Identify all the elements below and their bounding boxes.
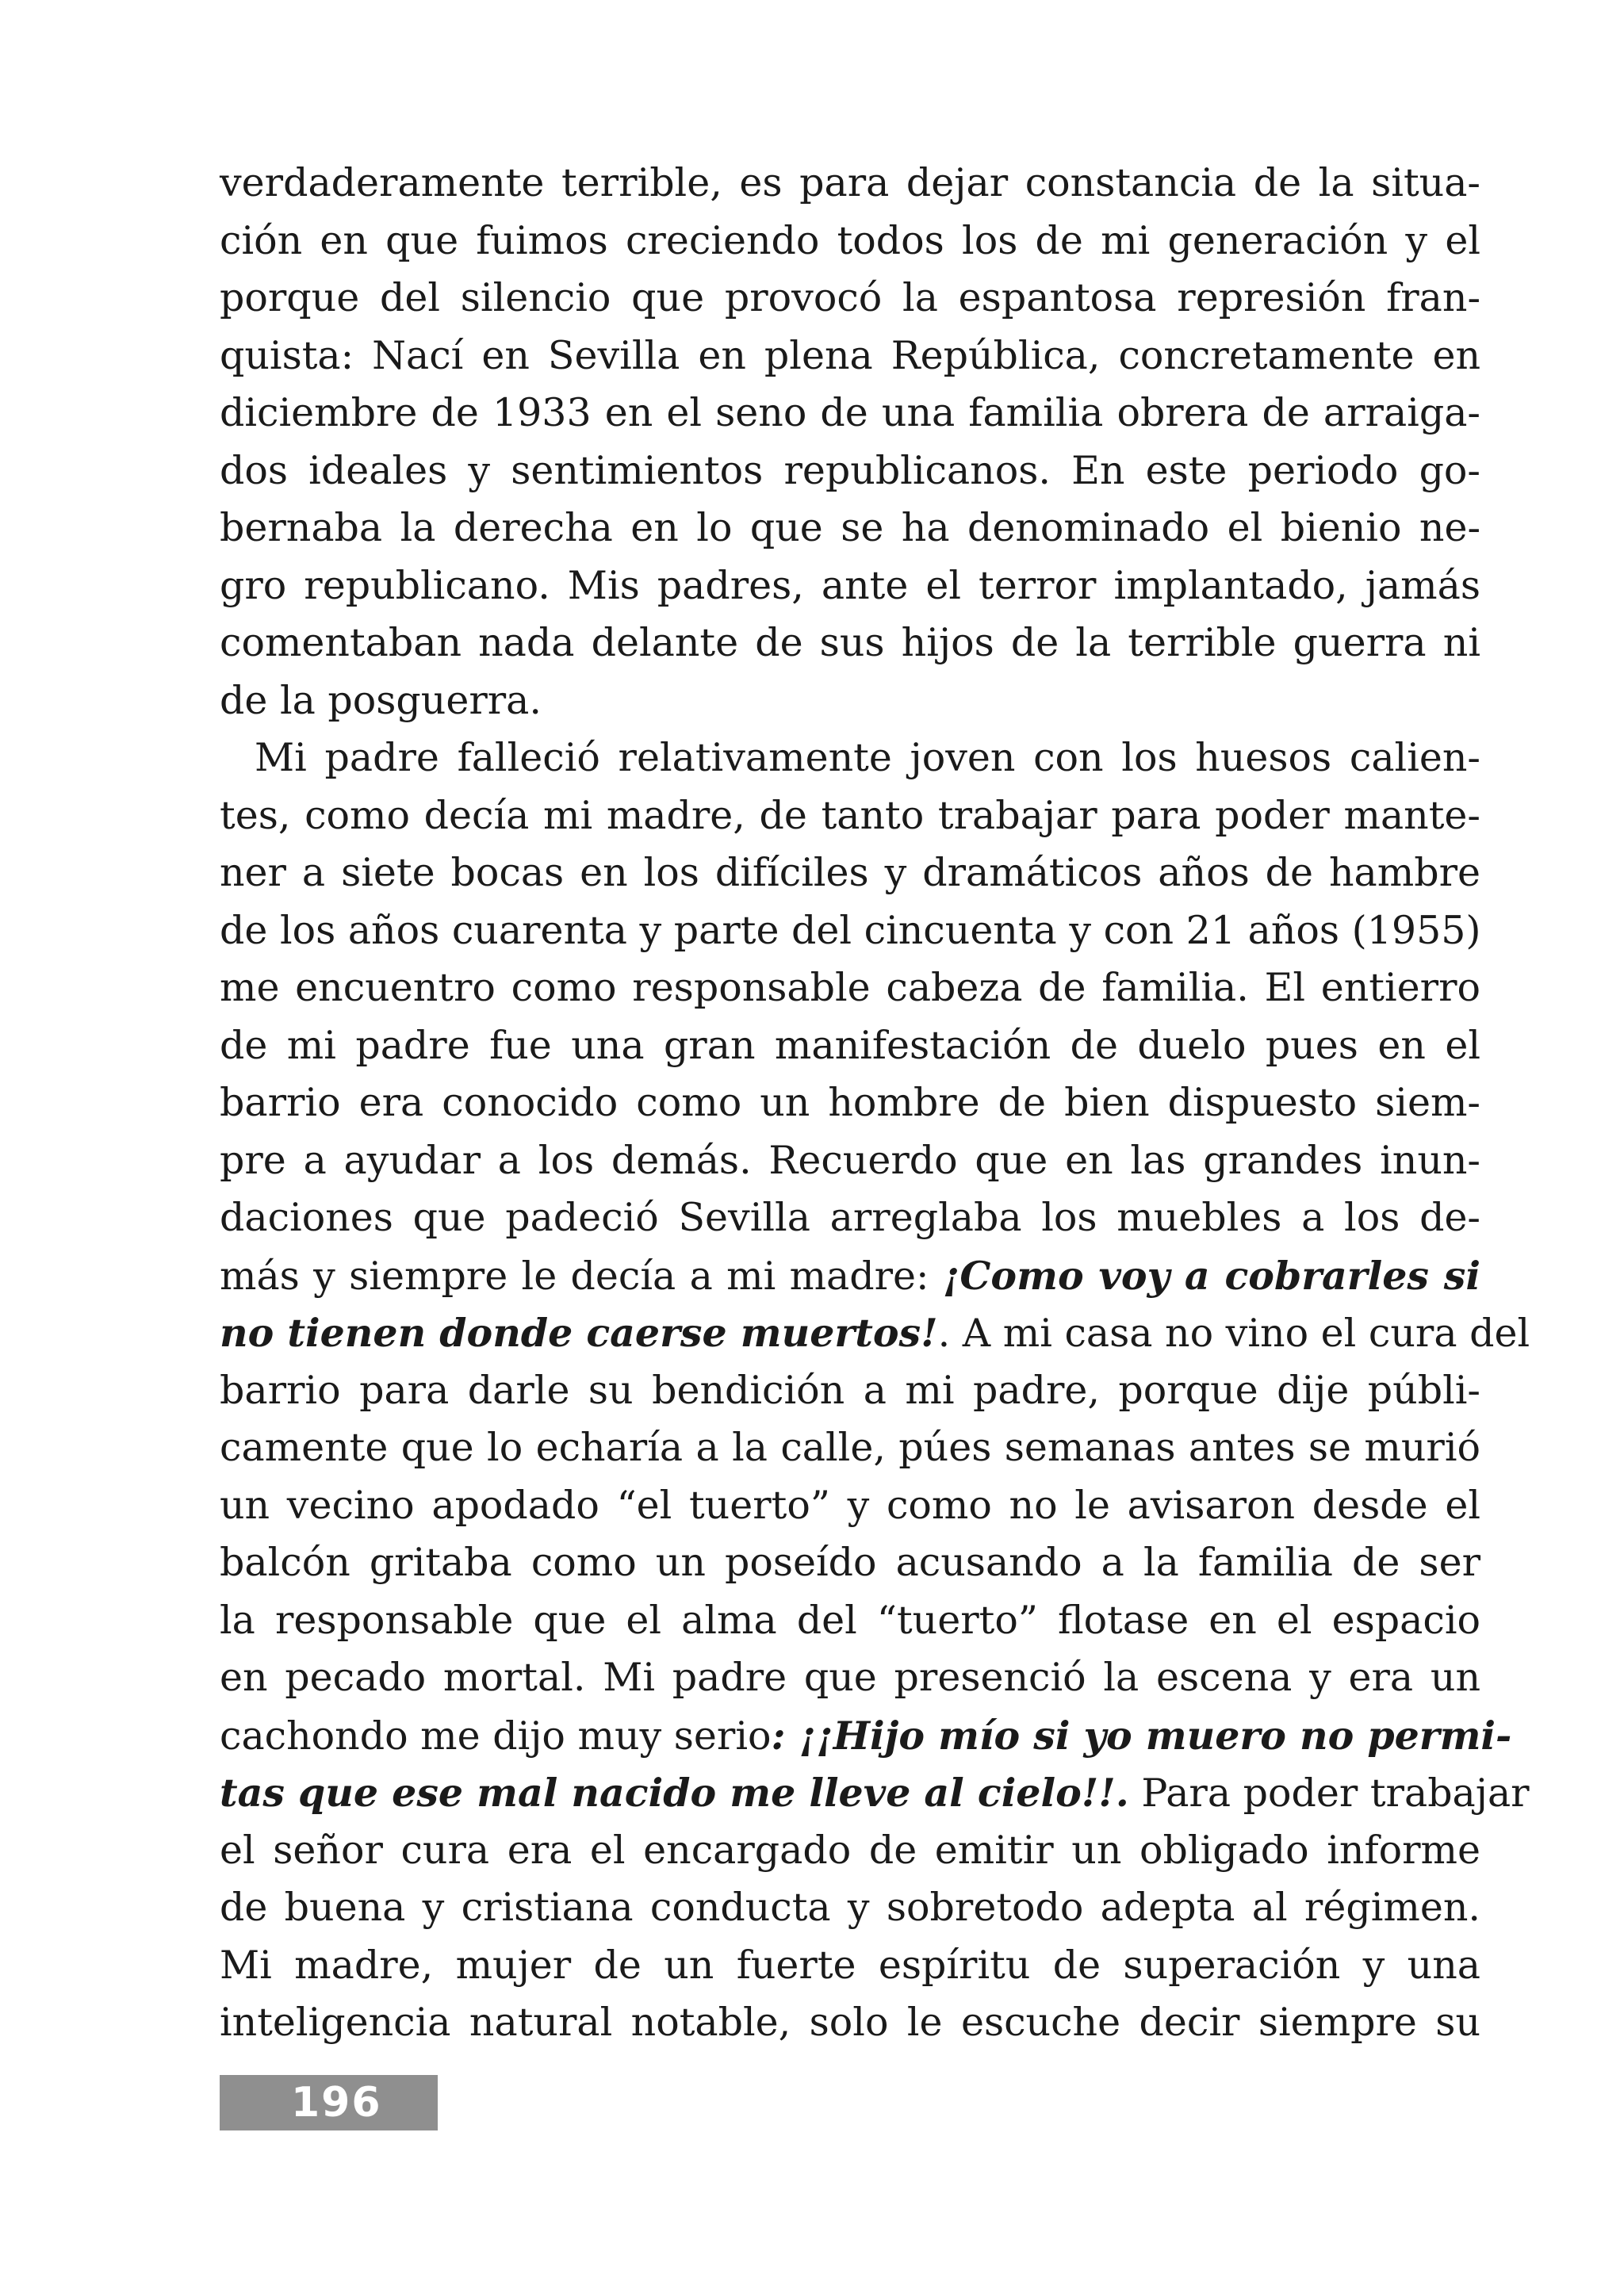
text-line: dos ideales y sentimientos republicanos. En este periodo go-: [220, 447, 1480, 493]
text-run: . A mi casa no vino el cura del: [937, 1311, 1530, 1356]
text-line: barrio era conocido como un hombre de bien dispuesto siem-: [220, 1080, 1480, 1125]
text-line: de la posguerra.: [220, 677, 542, 723]
body-text: [220, 155, 1530, 2052]
text-line: Mi padre falleció relativamente joven con los huesos calien-: [255, 735, 1480, 780]
quote-run: : ¡¡Hijo mío si yo muero no permi-: [771, 1712, 1512, 1759]
text-line: de mi padre fue una gran manifestación de duelo pues en el: [220, 1022, 1480, 1068]
text-line: balcón gritaba como un poseído acusando a la familia de ser: [220, 1540, 1480, 1585]
text-line: daciones que padeció Sevilla arreglaba los muebles a los de-: [220, 1195, 1480, 1240]
text-line: camente que lo echaría a la calle, púes semanas antes se murió: [220, 1425, 1480, 1470]
page-number: 196: [291, 2079, 382, 2127]
text-line: inteligencia natural notable, solo le escuche decir siempre su: [220, 2000, 1480, 2045]
text-run: más y siempre le decía a mi madre:: [220, 1253, 943, 1299]
text-line: verdaderamente terrible, es para dejar constancia de la situa-: [220, 160, 1480, 205]
page-number-badge: [220, 2075, 438, 2130]
text-line: [220, 1707, 1512, 1765]
text-line: el señor cura era el encargado de emitir un obligado informe: [220, 1827, 1480, 1873]
text-line: me encuentro como responsable cabeza de familia. El entierro: [220, 965, 1480, 1010]
text-line: un vecino apodado “el tuerto” y como no le avisaron desde el: [220, 1482, 1480, 1528]
text-line: la responsable que el alma del “tuerto” flotase en el espacio: [220, 1597, 1480, 1643]
text-line: porque del silencio que provocó la espantosa represión fran-: [220, 275, 1480, 320]
text-line: comentaban nada delante de sus hijos de la terrible guerra ni: [220, 620, 1480, 665]
text-line: gro republicano. Mis padres, ante el terror implantado, jamás: [220, 562, 1480, 608]
text-line: barrio para darle su bendición a mi padre, porque dije públi-: [220, 1367, 1480, 1413]
quote-run: no tienen donde caerse muertos!: [220, 1310, 938, 1356]
text-line: [220, 1247, 1480, 1305]
text-run: Para poder trabajar: [1128, 1771, 1530, 1816]
text-line: bernaba la derecha en lo que se ha denominado el bienio ne-: [220, 505, 1480, 550]
text-line: de los años cuarenta y parte del cincuenta y con 21 años (1955): [220, 907, 1481, 953]
text-line: de buena y cristiana conducta y sobretodo adepta al régimen.: [220, 1885, 1480, 1930]
text-line: diciembre de 1933 en el seno de una familia obrera de arraiga-: [220, 390, 1480, 435]
text-line: [220, 1764, 1530, 1822]
text-line: [220, 1304, 1530, 1362]
quote-run: tas que ese mal nacido me lleve al cielo!!.: [220, 1770, 1129, 1816]
text-line: pre a ayudar a los demás. Recuerdo que en las grandes inun-: [220, 1137, 1480, 1183]
text-line: quista: Nací en Sevilla en plena República, concretamente en: [220, 332, 1480, 378]
text-line: en pecado mortal. Mi padre que presenció la escena y era un: [220, 1655, 1480, 1700]
text-line: ción en que fuimos creciendo todos los de mi generación y el: [220, 217, 1480, 263]
text-line: ner a siete bocas en los difíciles y dramáticos años de hambre: [220, 850, 1480, 895]
quote-run: ¡Como voy a cobrarles si: [942, 1252, 1480, 1299]
text-line: tes, como decía mi madre, de tanto trabajar para poder mante-: [220, 792, 1480, 838]
text-run: cachondo me dijo muy serio: [220, 1713, 772, 1759]
text-line: Mi madre, mujer de un fuerte espíritu de superación y una: [220, 1942, 1480, 1988]
